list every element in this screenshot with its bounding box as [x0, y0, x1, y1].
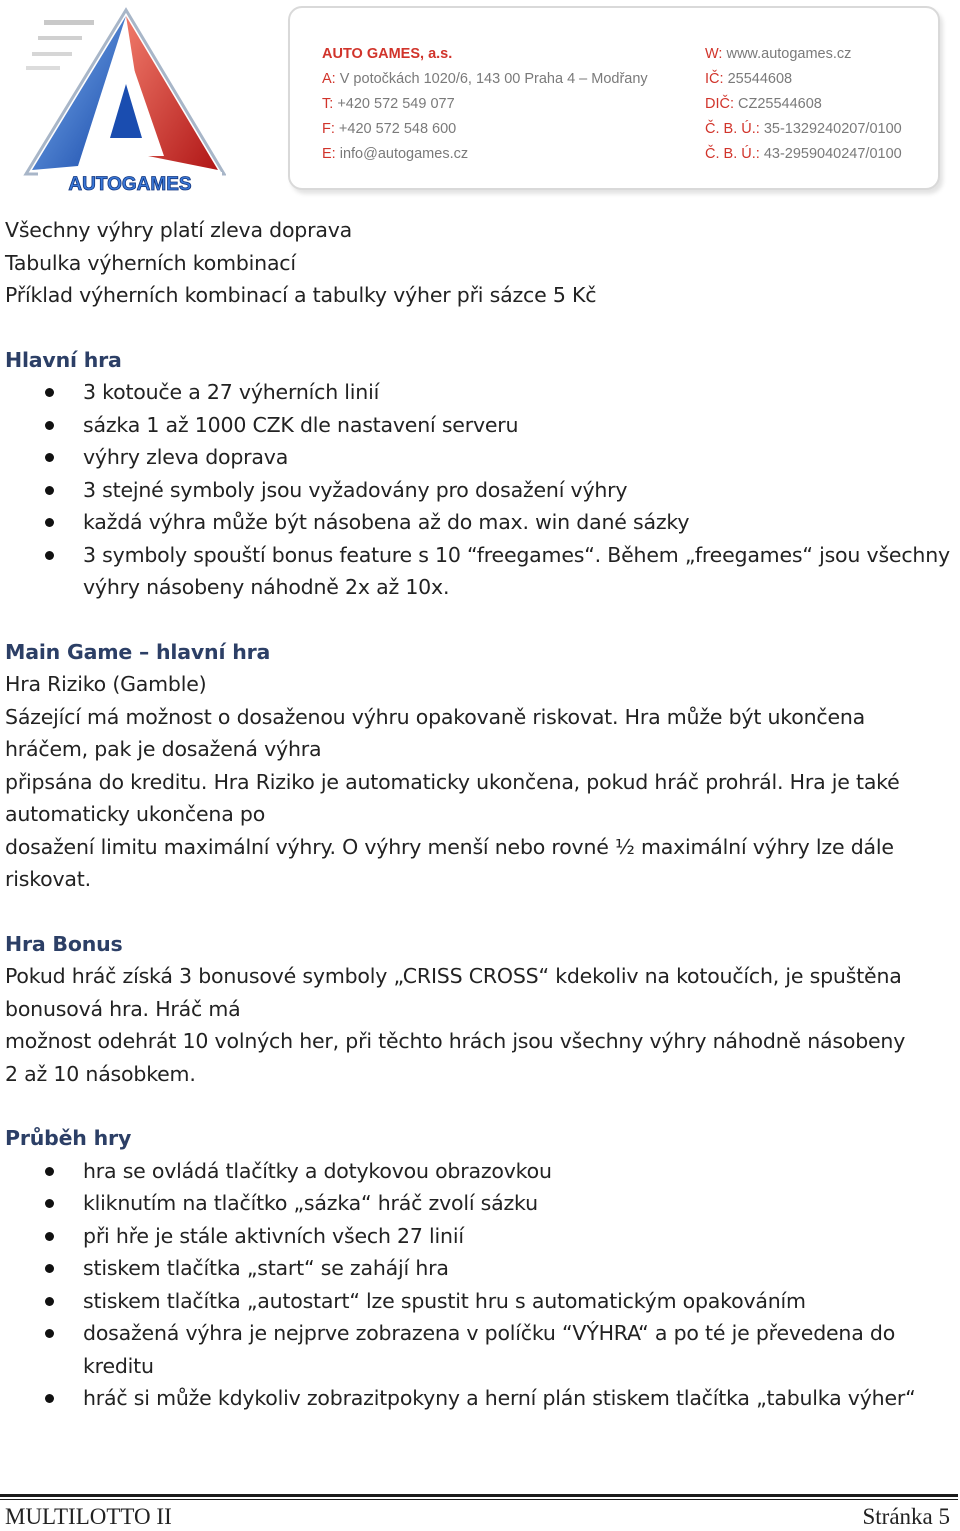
gamble-line: hráčem, pak je dosažená výhra: [5, 737, 322, 761]
bonus-line: možnost odehrát 10 volných her, při těchto hrách jsou všechny výhry náhodně násobeny: [5, 1029, 906, 1053]
list-item: 3 symboly spouští bonus feature s 10 “freegames“. Během „freegames“ jsou všechny výhry násobeny náhodně 2x až 10x.: [5, 539, 955, 604]
gamble-heading: Main Game – hlavní hra: [5, 639, 271, 664]
list-item: hra se ovládá tlačítky a dotykovou obrazovkou: [5, 1155, 955, 1188]
bullet-icon: [45, 1167, 54, 1176]
bonus-line: 2 až 10 násobkem.: [5, 1061, 196, 1086]
document-body: [5, 214, 955, 1415]
list-item: stiskem tlačítka „start“ se zahájí hra: [5, 1252, 955, 1285]
company-email: info@autogames.cz: [339, 146, 469, 162]
gamble-line: dosažení limitu maximální výhry. O výhry menší nebo rovné ½ maximální výhry lze dále: [5, 834, 894, 859]
bullet-icon: [45, 486, 54, 495]
gamble-line: připsána do kreditu. Hra Riziko je automaticky ukončena, pokud hráč prohrál. Hra je také: [5, 769, 900, 794]
gamble-line: Sázející má možnost o dosaženou výhru opakovaně riskovat. Hra může být ukončena: [5, 704, 866, 729]
document-title-footer: MULTILOTTO II: [5, 1504, 172, 1529]
bullet-icon: [45, 551, 54, 560]
bullet-icon: [45, 1264, 54, 1273]
account1-key: Č. B. Ú.:: [705, 121, 760, 137]
autogames-logo-graphic: [18, 6, 226, 192]
list-item: sázka 1 až 1000 CZK dle nastavení serveru: [5, 409, 955, 442]
list-item: výhry zleva doprava: [5, 441, 955, 474]
company-dic: CZ25544608: [738, 96, 822, 112]
company-name: AUTO GAMES, a.s.: [322, 46, 453, 62]
company-ico: 25544608: [727, 71, 793, 87]
list-item: hráč si může kdykoliv zobrazitpokyny a herní plán stiskem tlačítka „tabulka výher“: [5, 1382, 955, 1415]
list-item: každá výhra může být násobena až do max. win dané sázky: [5, 506, 955, 539]
intro-line-1: Všechny výhry platí zleva doprava: [5, 218, 353, 242]
list-item: při hře je stále aktivních všech 27 linií: [5, 1220, 955, 1253]
bullet-icon: [45, 1232, 54, 1241]
list-item: 3 kotouče a 27 výherních linií: [5, 376, 955, 409]
autogames-logo: [18, 6, 226, 192]
bullet-icon: [45, 421, 54, 430]
bullet-icon: [45, 388, 54, 397]
footer-rule-thin: [0, 1499, 958, 1500]
intro-line-3: Příklad výherních kombinací a tabulky výher při sázce 5 Kč: [5, 283, 597, 307]
bullet-icon: [45, 1329, 54, 1338]
bank-account-2: 43-2959040247/0100: [763, 146, 902, 162]
company-contact: [322, 42, 648, 167]
gamble-line: riskovat.: [5, 867, 91, 891]
letterhead-box: [288, 6, 940, 190]
fax-key: F:: [322, 121, 335, 137]
list-item: kliknutím na tlačítko „sázka“ hráč zvolí sázku: [5, 1187, 955, 1220]
email-key: E:: [322, 146, 336, 162]
page-number: Stránka 5: [862, 1504, 950, 1529]
address-key: A:: [322, 71, 336, 87]
company-address: V potočkách 1020/6, 143 00 Praha 4 – Modřany: [339, 71, 648, 87]
bullet-icon: [45, 518, 54, 527]
flow-heading: Průběh hry: [5, 1126, 132, 1150]
intro-line-2: Tabulka výherních kombinací: [5, 250, 296, 275]
logo-wordmark: AUTOGAMES: [68, 174, 192, 192]
company-registry: [705, 42, 902, 167]
bank-account-1: 35-1329240207/0100: [763, 121, 902, 137]
dic-key: DIČ:: [705, 96, 734, 112]
flow-list: [5, 1155, 955, 1415]
account2-key: Č. B. Ú.:: [705, 146, 760, 162]
web-key: W:: [705, 46, 723, 62]
list-item: 3 stejné symboly jsou vyžadovány pro dosažení výhry: [5, 474, 955, 507]
company-web: www.autogames.cz: [726, 46, 852, 62]
bullet-icon: [45, 1297, 54, 1306]
bullet-icon: [45, 453, 54, 462]
company-fax: +420 572 548 600: [338, 121, 457, 137]
bullet-icon: [45, 1199, 54, 1208]
bonus-line: Pokud hráč získá 3 bonusové symboly „CRISS CROSS“ kdekoliv na kotoučích, je spuštěna: [5, 964, 902, 988]
main-game-list: [5, 376, 955, 604]
tel-key: T:: [322, 96, 334, 112]
company-phone: +420 572 549 077: [337, 96, 455, 112]
footer-rule: [0, 1494, 958, 1497]
main-game-heading: Hlavní hra: [5, 347, 122, 372]
gamble-line: automaticky ukončena po: [5, 802, 266, 826]
gamble-subheading: Hra Riziko (Gamble): [5, 672, 207, 696]
bonus-line: bonusová hra. Hráč má: [5, 996, 241, 1021]
ico-key: IČ:: [705, 71, 724, 87]
bonus-heading: Hra Bonus: [5, 931, 123, 956]
list-item: dosažená výhra je nejprve zobrazena v políčku “VÝHRA“ a po té je převedena do kreditu: [5, 1317, 955, 1382]
list-item: stiskem tlačítka „autostart“ lze spustit hru s automatickým opakováním: [5, 1285, 955, 1318]
bullet-icon: [45, 1394, 54, 1403]
